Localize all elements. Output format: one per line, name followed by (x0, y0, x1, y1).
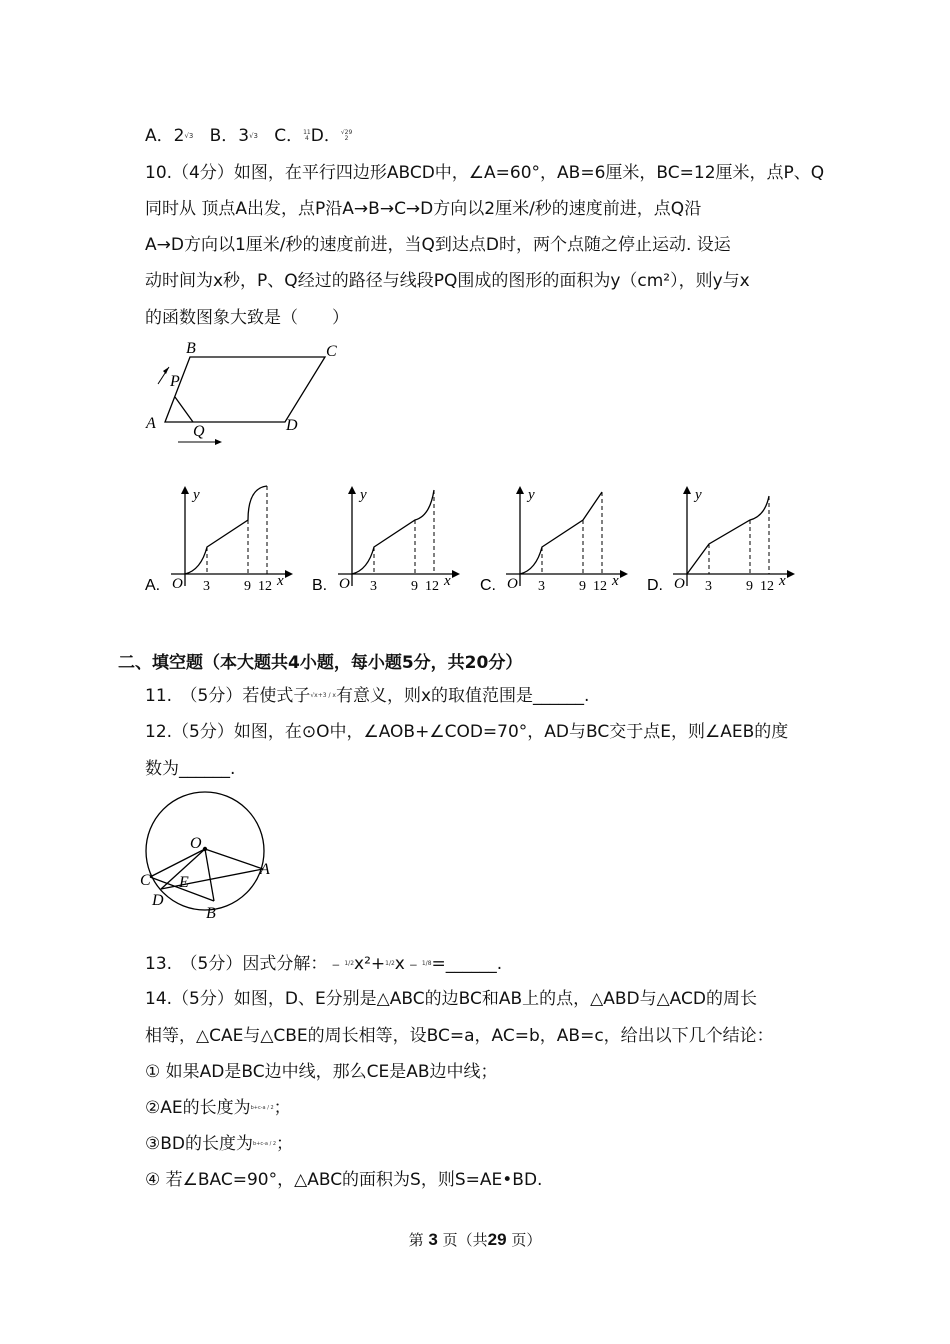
page-footer: 第 3 页（共29 页） (408, 1230, 542, 1249)
label-b: B (186, 340, 196, 357)
graph-b-label: B. (312, 577, 328, 594)
svg-text:9: 9 (244, 579, 251, 594)
svg-text:3: 3 (370, 579, 377, 594)
q12-circle-figure (138, 788, 278, 923)
q9-option-a: A．2 (145, 126, 185, 146)
svg-text:9: 9 (411, 579, 418, 594)
q10-line4: 动时间为x秒，P、Q经过的路径与线段PQ围成的图形的面积为y（cm²），则y与x (145, 271, 750, 291)
svg-text:y: y (193, 487, 200, 503)
q10-graph-a[interactable] (145, 482, 295, 594)
q10-graph-c[interactable] (480, 482, 630, 594)
graph-d-label: D. (647, 577, 663, 594)
svg-text:x: x (612, 573, 619, 589)
q11: 11. （5分）若使式子√x+3 / x有意义，则x的取值范围是______. (145, 686, 590, 706)
svg-text:O: O (190, 835, 202, 852)
q9-options (145, 125, 352, 147)
q10-line1: 10.（4分）如图，在平行四边形ABCD中，∠A=60°，AB=6厘米，BC=12厘米，点P、Q (145, 163, 825, 183)
svg-text:12: 12 (258, 579, 272, 594)
q14-line6: ④ 若∠BAC=90°，△ABC的面积为S，则S=AE•BD. (145, 1170, 543, 1190)
q9-option-c-fraction: 11 4 (303, 129, 311, 142)
label-d: D (286, 417, 298, 434)
label-q: Q (193, 423, 205, 440)
svg-text:y: y (360, 487, 367, 503)
q9-option-d: D． (310, 126, 341, 146)
svg-text:A: A (260, 861, 270, 878)
parallelogram-abcd (165, 357, 325, 422)
q14-line1: 14.（5分）如图，D、E分别是△ABC的边BC和AB上的点，△ABD与△ACD的周长 (145, 989, 757, 1009)
graph-c-label: C. (480, 577, 496, 594)
svg-text:O: O (172, 576, 183, 592)
graph-a-label: A. (145, 577, 161, 594)
svg-text:D: D (152, 892, 164, 909)
q12-line1: 12.（5分）如图，在⊙O中，∠AOB+∠COD=70°，AD与BC交于点E，则∠AEB的度 (145, 722, 789, 742)
svg-text:x: x (779, 573, 786, 589)
q10-graph-d[interactable] (647, 482, 797, 594)
q14-line5: ③BD的长度为b+c-a / 2； (145, 1134, 294, 1154)
svg-text:y: y (528, 487, 535, 503)
svg-text:12: 12 (425, 579, 439, 594)
q12-line2: 数为______. (145, 759, 236, 779)
q11-expression: √x+3 / x (310, 692, 336, 699)
q9-option-b: B．3 (209, 126, 250, 146)
q9-option-a-root: √3 (184, 132, 194, 140)
svg-text:12: 12 (593, 579, 607, 594)
q14-line2: 相等，△CAE与△CBE的周长相等，设BC=a，AC=b，AB=c，给出以下几个结论： (145, 1026, 774, 1046)
segment-pq (175, 397, 193, 422)
q9-option-b-root: √3 (249, 132, 258, 140)
page-number: 3 (428, 1230, 438, 1249)
svg-text:x: x (444, 573, 451, 589)
svg-text:3: 3 (538, 579, 545, 594)
svg-text:3: 3 (705, 579, 712, 594)
q9-option-d-fraction: √29 2 (340, 129, 353, 142)
q10-parallelogram-figure (140, 340, 350, 452)
svg-text:3: 3 (203, 579, 210, 594)
q9-option-c: C． (274, 126, 304, 146)
svg-text:B: B (206, 905, 216, 922)
svg-text:9: 9 (746, 579, 753, 594)
svg-text:12: 12 (760, 579, 774, 594)
svg-text:x: x (277, 573, 284, 589)
q14-line3: ① 如果AD是BC边中线，那么CE是AB边中线； (145, 1062, 498, 1082)
label-p: P (170, 373, 180, 390)
label-a: A (146, 415, 156, 432)
q14-line4: ②AE的长度为b+c-a / 2； (145, 1098, 291, 1118)
page-total: 29 (487, 1230, 507, 1249)
label-c: C (326, 343, 337, 360)
svg-text:y: y (695, 487, 702, 503)
svg-text:O: O (674, 576, 685, 592)
section-2-heading: 二、填空题（本大题共4小题，每小题5分，共20分） (118, 653, 523, 673)
q13: 13. （5分）因式分解：﹣1/2x²+1/2x﹣1/8=______. (145, 954, 503, 974)
svg-text:O: O (339, 576, 350, 592)
graph-d-curve (687, 496, 769, 574)
svg-text:E: E (179, 874, 189, 891)
svg-text:9: 9 (579, 579, 586, 594)
q10-graph-b[interactable] (312, 482, 462, 594)
graph-c-curve (520, 492, 602, 574)
q10-line5: 的函数图象大致是（ ） (145, 308, 349, 328)
q10-line2: 同时从 顶点A出发，点P沿A→B→C→D方向以2厘米/秒的速度前进，点Q沿 (145, 199, 702, 219)
svg-text:O: O (507, 576, 518, 592)
svg-text:C: C (140, 872, 151, 889)
q10-line3: A→D方向以1厘米/秒的速度前进，当Q到达点D时，两个点随之停止运动. 设运 (145, 235, 731, 255)
